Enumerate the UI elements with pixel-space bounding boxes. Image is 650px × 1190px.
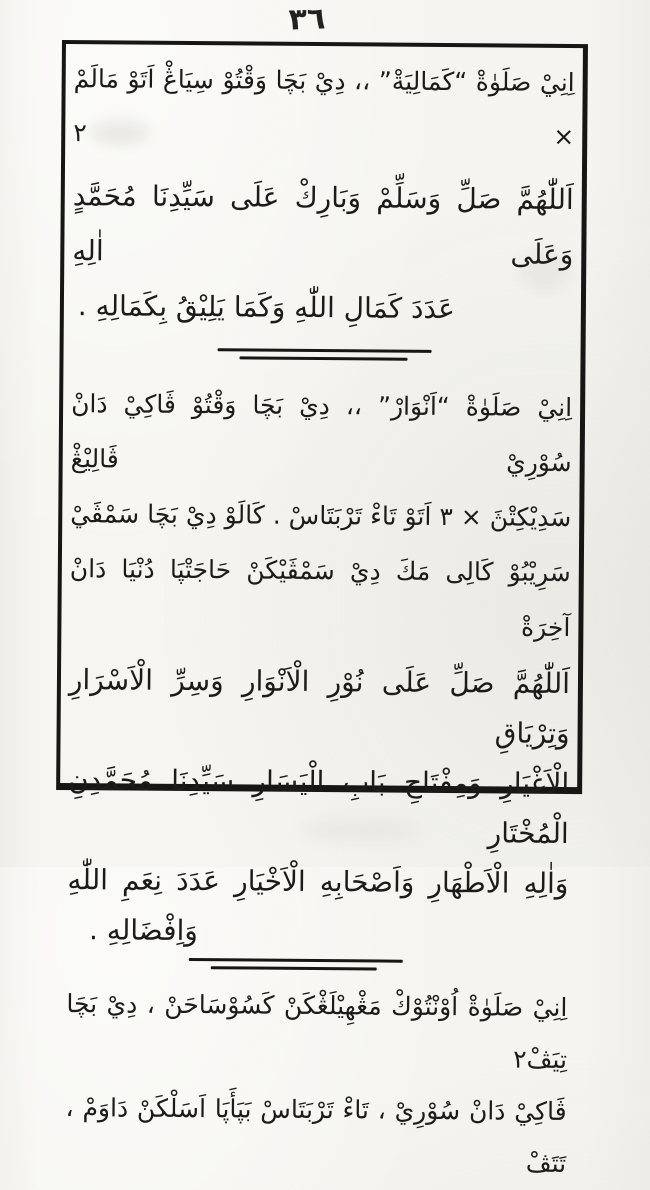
section-third-intro [65, 978, 568, 1190]
anwar-intro-line-2: سَدِيْكِتْڽَ × ٣ اَتَوْ تَاءْ تَرْبَتَاسْ . كَالَوْ دِيْ بَچَا سَمْڤَيْ [70, 499, 572, 533]
anwar-prayer-line-4: وَاِفْضَالِهِ . [88, 913, 198, 948]
third-intro-line-1: اِنِيْ صَلَوٰةْ اُوْنْتُوْكْ مَڠْهِيْلَڠْكَنْ كَسُوْسَاحَنْ ، دِيْ بَچَا تِيَڤْ٢ [66, 989, 568, 1074]
section-kamaliyah-prayer [72, 168, 574, 337]
kamaliyah-intro-line: اِنِيْ صَلَوٰةْ “كَمَالِيَةْ” ،، دِيْ بَچَا وَقْتُوْ سِيَاڠْ اَتَوْ مَالَمْ × ٢ [73, 64, 575, 152]
page-number: ٣٦ [288, 1, 326, 38]
divider-line [218, 348, 432, 353]
section-divider [71, 347, 572, 364]
kamaliyah-prayer-line-2: عَدَدَ كَمَالِ اللّٰهِ وَكَمَا يَلِيْقُ بِكَمَالِهِ . [77, 289, 456, 326]
kamaliyah-prayer-line-1: اَللّٰهُمَّ صَلِّ وَسَلِّمْ وَبَارِكْ عَلَى سَيِّدِنَا مُحَمَّدٍ وَعَلَى اٰلِهِ [72, 179, 574, 272]
anwar-intro-line-3: سَرِيْبُوْ كَالِى مَكَ دِيْ سَمْڤَيْكَنْ حَاجَتْڽَا دُنْيَا دَانْ آخِرَةْ [69, 554, 571, 643]
divider-line [239, 356, 407, 360]
anwar-prayer-line-3: وَاٰلِهِ الْاَطْهَارِ وَاَصْحَابِهِ الْاَخْيَارِ عَدَدَ نِعَمِ اللّٰهِ [67, 863, 569, 901]
divider-line [189, 958, 403, 963]
section-divider [67, 957, 568, 974]
anwar-intro-line-1: اِنِيْ صَلَوٰةْ “اَنْوَارْ” ،، دِيْ بَچَا وَقْتُوْ ڤَاكِيْ دَانْ سُوْرِيْ ڤَالِيْڠْ [70, 389, 573, 478]
section-kamaliyah-intro [73, 52, 575, 164]
third-intro-line-2: ڤَاكِيْ دَانْ سُوْرِيْ ، تَاءْ تَرْبَتَاسْ بَڽَأَڽَا اَسَلْكَنْ دَاوَمْ ، تَتَڤْ [65, 1093, 567, 1178]
section-anwar-prayer [67, 655, 570, 959]
text-frame [56, 40, 588, 1178]
anwar-prayer-line-1: اَللّٰهُمَّ صَلِّ عَلَى نُوْرِ الْاَنْوَارِ وَسِرِّ الْاَسْرَارِ وَتِرْيَاقِ [68, 663, 571, 751]
section-anwar-intro [69, 376, 572, 655]
divider-line [211, 966, 377, 970]
anwar-prayer-line-2: الْاَغْيَارِ وَمِفْتَاحِ بَابِ الْيَسَارِ سَيِّدِنَا مُحَمَّدِنِ الْمُخْتَارِ [68, 763, 570, 851]
